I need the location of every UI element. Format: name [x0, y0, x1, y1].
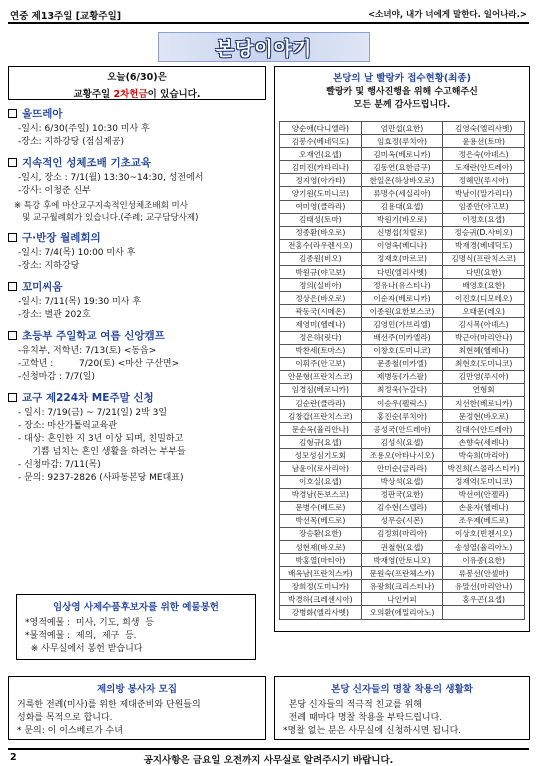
nametag-box: [274, 676, 530, 740]
palanca-row: [280, 383, 525, 396]
palanca-name-cell: 이종원(요한보스코): [361, 305, 443, 318]
palanca-name-cell: 최정욱(누갈다): [361, 383, 443, 396]
palanca-name-cell: 권철현(요셉): [361, 541, 443, 554]
palanca-name-cell: 정상은(바오로): [280, 292, 362, 305]
notice-body: -일시, 장소 : 7/1(월) 13:30~14:30, 성전에서 -강사: 이청준 신부: [18, 173, 204, 196]
notice-summer-camp: [8, 328, 266, 384]
palanca-name-cell: 박재영(안토니오): [361, 554, 443, 567]
palanca-name-cell: 임종만(야고보): [443, 200, 525, 213]
palanca-name-cell: 제영미(헬레나): [280, 318, 362, 331]
today-text-end: 이 있습니다.: [147, 89, 201, 100]
palanca-row: [280, 122, 525, 135]
palanca-name-cell: 정의(실비아): [280, 279, 362, 292]
box-body: 본당 신자들의 적극적 친교를 위해 전례 때마다 명찰 착용을 부탁드립니다. *명찰 없는 분은 사무실에 신청하시면 됩니다.: [283, 700, 462, 736]
palanca-name-cell: 문종철(미카엘): [361, 357, 443, 370]
palanca-name-cell: 박원규(야고보): [280, 266, 362, 279]
palanca-name-cell: 도재란(안드레아): [443, 161, 525, 174]
palanca-name-cell: 이정호(요셉): [443, 213, 525, 226]
palanca-row: [280, 501, 525, 514]
palanca-name-cell: 양순애(다니엘라): [280, 122, 362, 135]
palanca-row: [280, 606, 525, 619]
notice-title: 지속적인 성체조배 기초교육: [22, 157, 152, 169]
palanca-name-cell: 김순란(클라라): [280, 396, 362, 409]
palanca-row: [280, 488, 525, 501]
palanca-row: [280, 331, 525, 344]
palanca-name-cell: 정은하(릿다): [280, 331, 362, 344]
palanca-name-cell: 이진호(디모테오): [443, 292, 525, 305]
palanca-name-cell: 조용오(아타나시오): [361, 449, 443, 462]
palanca-name-cell: 안미순(글라라): [361, 462, 443, 475]
palanca-name-cell: 김명식(프란치스코): [443, 252, 525, 265]
palanca-name-cell: 배선주(미카엘라): [361, 331, 443, 344]
page-header: [8, 6, 529, 24]
palanca-name-cell: 박홍열(마티아): [280, 554, 362, 567]
palanca-name-cell: 김정희(마리아): [361, 527, 443, 540]
palanca-name-cell: 정지영(아가타): [280, 174, 362, 187]
palanca-row: [280, 174, 525, 187]
palanca-name-cell: 성모성심기도회: [280, 449, 362, 462]
palanca-name-cell: 안문형(프란치스코): [280, 370, 362, 383]
palanca-name-cell: 송성열(율리아노): [443, 541, 525, 554]
today-line1: 오늘(6/30)은: [107, 72, 167, 83]
palanca-panel: [274, 66, 530, 632]
palanca-name-cell: 배옥남(프란치스카): [280, 567, 362, 580]
palanca-name-cell: 박선목(베드로): [280, 514, 362, 527]
palanca-name-cell: [443, 606, 525, 619]
notice-title: 교구 제224차 ME주말 신청: [22, 392, 154, 404]
palanca-name-cell: 정승귀(D.사비오): [443, 226, 525, 239]
palanca-row: [280, 514, 525, 527]
ordination-offering-box: [16, 594, 256, 660]
notice-body: -일시: 7/4(목) 10:00 미사 후 -장소: 지하강당: [18, 248, 136, 271]
palanca-name-cell: 다빈(엘리사벳): [361, 266, 443, 279]
palanca-name-cell: 김성식(요셉): [361, 436, 443, 449]
palanca-name-cell: 문순옥(율리안나): [280, 423, 362, 436]
palanca-subtitle: 빨랑카 및 행사진행을 위해 수고해주신 모든 분께 감사드립니다.: [326, 87, 478, 110]
palanca-name-cell: 공성국(안드레아): [361, 423, 443, 436]
palanca-name-cell: 김만영(루시아): [443, 370, 525, 383]
palanca-name-cell: 신병섭(치릴로): [361, 226, 443, 239]
palanca-name-cell: 오태문(레오): [443, 305, 525, 318]
palanca-name-cell: 정유나(유스티나): [361, 279, 443, 292]
palanca-row: [280, 410, 525, 423]
palanca-row: [280, 200, 525, 213]
palanca-name-cell: 박숙희(마리아): [443, 449, 525, 462]
palanca-name-cell: 김영숙(엘리사벳): [443, 122, 525, 135]
palanca-name-cell: 박경남(돈보스코): [280, 488, 362, 501]
adoration-note: ※ 특강 후에 마산교구지속적인성체조배회 미사 및 교구월례회가 있습니다.(주례; 교구담당사제): [14, 201, 199, 223]
palanca-row: [280, 148, 525, 161]
notice-title: 초등부 주일학교 여름 신앙캠프: [22, 330, 165, 342]
palanca-name-cell: 이영옥(베디나): [361, 239, 443, 252]
palanca-name-cell: 지선한(베로니카): [443, 396, 525, 409]
palanca-name-cell: 박남이(말가리다): [443, 187, 525, 200]
today-line2: [9, 86, 265, 100]
palanca-name-cell: 연형회: [443, 383, 525, 396]
notice-title: 꼬미씨움: [22, 281, 63, 293]
palanca-name-cell: 최현혜(헬레나): [443, 344, 525, 357]
palanca-name-cell: 나인커피: [361, 593, 443, 606]
palanca-row: [280, 239, 525, 252]
palanca-row: [280, 344, 525, 357]
gospel-verse: <소녀야, 내가 너에게 말한다. 일어나라.>: [368, 10, 527, 20]
palanca-name-cell: 정혜민(루시아): [443, 174, 525, 187]
palanca-row: [280, 357, 525, 370]
notice-comitium: [8, 279, 266, 322]
palanca-name-cell: 제병동(가스팔): [361, 370, 443, 383]
palanca-name-cell: 한일온(하상바오로): [361, 174, 443, 187]
palanca-name-cell: 오재언(요셉): [280, 148, 362, 161]
palanca-row: [280, 213, 525, 226]
palanca-name-cell: 박근아(마리안나): [443, 331, 525, 344]
palanca-row: [280, 305, 525, 318]
box-title: 제의방 봉사자 모집: [96, 684, 178, 695]
page-footer: [8, 748, 529, 764]
palanca-name-cell: 이유종(요한): [443, 554, 525, 567]
second-collection: 2차헌금: [113, 89, 148, 100]
palanca-name-cell: 김대수(안드레아): [443, 423, 525, 436]
box-title: 임상영 사제수품후보자를 위한 예물봉헌: [53, 602, 219, 613]
palanca-row: [280, 527, 525, 540]
palanca-name-cell: 이상호(빈첸시오): [443, 527, 525, 540]
palanca-name-cell: 류봉선(안셀마): [443, 567, 525, 580]
palanca-name-cell: 장승환(요한): [280, 527, 362, 540]
palanca-name-cell: 조우제(베드로): [443, 514, 525, 527]
box-body: *영적예물 : 미사, 기도, 희생 등 *물적예물 : 제의, 제구 등. ※ 사무실에서 봉헌 받습니다: [25, 618, 154, 654]
volunteer-box: [8, 676, 266, 740]
palanca-name-cell: 이창호(도미니코): [361, 344, 443, 357]
palanca-name-cell: 손향숙(세레나): [443, 436, 525, 449]
palanca-name-cell: 문정현(바오로): [443, 410, 525, 423]
palanca-name-cell: 박선여(안젤라): [443, 488, 525, 501]
palanca-name-cell: 박경하(크레센시아): [280, 593, 362, 606]
palanca-name-cell: 문원숙(프란체스카): [361, 567, 443, 580]
footer-notice: 공지사항은 금요일 오전까지 사무실로 알려주시기 바랍니다.: [143, 755, 394, 766]
notice-body: -일시: 6/30(주일) 10:30 미사 후 -장소: 지하강당 (점심제공): [18, 124, 150, 147]
square-bullet-icon: [8, 331, 17, 340]
palanca-row: [280, 567, 525, 580]
palanca-name-cell: 김봉수(베네딕도): [280, 135, 362, 148]
palanca-name-cell: 홍우곤(요셉): [443, 593, 525, 606]
palanca-row: [280, 161, 525, 174]
palanca-name-cell: 정종환(바오로): [280, 226, 362, 239]
square-bullet-icon: [8, 233, 17, 242]
notice-ultreya: [8, 106, 266, 149]
palanca-row: [280, 475, 525, 488]
notice-title: 울뜨레아: [22, 108, 63, 120]
palanca-name-cell: 강병화(엘리사벳): [280, 606, 362, 619]
box-title: 본당 신자들의 명찰 착용의 생활화: [331, 684, 473, 695]
palanca-name-cell: 정재호(마르코): [361, 252, 443, 265]
palanca-row: [280, 135, 525, 148]
box-body: 거룩한 전례(미사)를 위한 제대준비와 단원들의 성화를 목적으로 합니다. * 문의: 이 이스베르가 수녀: [17, 700, 201, 736]
palanca-name-cell: 이순자(베로니카): [361, 292, 443, 305]
palanca-name-cell: 김수현(스텔라): [361, 501, 443, 514]
palanca-row: [280, 593, 525, 606]
palanca-row: [280, 554, 525, 567]
palanca-name-cell: 김종원(비오): [280, 252, 362, 265]
palanca-row: [280, 187, 525, 200]
palanca-name-cell: 박원기(바오로): [361, 213, 443, 226]
today-text: 교황주일: [73, 89, 114, 100]
palanca-name-cell: 장희정(도미니카): [280, 580, 362, 593]
palanca-name-cell: 김형규(요셉): [280, 436, 362, 449]
palanca-name-cell: 김동연(요한금구): [361, 161, 443, 174]
palanca-name-cell: 최현호(도미니코): [443, 357, 525, 370]
palanca-name-cell: 유광희(크리스티나): [361, 580, 443, 593]
palanca-name-cell: 김미진(카타리나): [280, 161, 362, 174]
palanca-row: [280, 449, 525, 462]
palanca-name-cell: 임효정(루치아): [361, 135, 443, 148]
palanca-row: [280, 580, 525, 593]
palanca-name-cell: 김영민(가브리엘): [361, 318, 443, 331]
palanca-table: [279, 121, 525, 620]
palanca-name-cell: 김용대(요셉): [361, 200, 443, 213]
palanca-row: [280, 292, 525, 305]
square-bullet-icon: [8, 158, 17, 167]
palanca-title: 본당의 날 빨랑카 접수현황(최종): [333, 73, 471, 84]
week-title: 연중 제13주일 [교황주일]: [10, 11, 122, 22]
palanca-row: [280, 318, 525, 331]
palanca-row: [280, 252, 525, 265]
palanca-name-cell: 김창갑(프란치스코): [280, 410, 362, 423]
palanca-name-cell: 성무승(시몬): [361, 514, 443, 527]
palanca-name-cell: 박상석(요셉): [361, 475, 443, 488]
palanca-name-cell: 문병수(베드로): [280, 501, 362, 514]
notice-body: -일시: 7/11(목) 19:30 미사 후 -장소: 별관 202호: [18, 297, 142, 320]
palanca-name-cell: 성현재(바오로): [280, 541, 362, 554]
palanca-name-cell: 김미옥(베로니카): [361, 148, 443, 161]
palanca-name-cell: 이호실(요셉): [280, 475, 362, 488]
palanca-name-cell: 남윤이(로사리아): [280, 462, 362, 475]
notice-adoration: [8, 155, 266, 224]
notice-body: -유치부, 저학년: 7/13(토) <동읍> -고학년 : 7/20(토) <마산 구산면> -신청마감 : 7/7(일): [18, 346, 180, 382]
palanca-row: [280, 436, 525, 449]
palanca-name-cell: 전홍수(라우렌시오): [280, 239, 362, 252]
palanca-row: [280, 370, 525, 383]
square-bullet-icon: [8, 282, 17, 291]
palanca-name-cell: 김시목(아녜스): [443, 318, 525, 331]
palanca-name-cell: 박재경(베네딕도): [443, 239, 525, 252]
section-banner: [158, 32, 370, 62]
palanca-name-cell: 양기원(도미니코): [280, 187, 362, 200]
palanca-row: [280, 462, 525, 475]
palanca-row: [280, 279, 525, 292]
palanca-name-cell: 유말선(마리안나): [443, 580, 525, 593]
notice-body: - 일시: 7/19(금) ~ 7/21(일) 2박 3일 - 장소: 마산가톨릭교육관 - 대상: 혼인한 지 3년 이상 되며, 친밀하고 기쁨 넘치는 혼인 생활을 하려는 부부들 - 신청마감: 7/11(목) - 문의: 9237-2826 (사파동본당 ME대표): [18, 408, 186, 483]
palanca-name-cell: 배영호(요한): [443, 279, 525, 292]
palanca-name-cell: 손윤자(헬레나): [443, 501, 525, 514]
palanca-name-cell: 홍진순(루치아): [361, 410, 443, 423]
palanca-row: [280, 541, 525, 554]
notice-monthly-meeting: [8, 230, 266, 273]
palanca-row: [280, 423, 525, 436]
palanca-row: [280, 396, 525, 409]
palanca-name-cell: 곽동국(시메온): [280, 305, 362, 318]
palanca-name-cell: 윤용선(토마): [443, 135, 525, 148]
notice-title: 구·반장 월례회의: [22, 232, 101, 244]
palanca-name-cell: 여미영(클라라): [280, 200, 362, 213]
notice-column: [8, 66, 266, 632]
page-number: 2: [10, 752, 17, 763]
palanca-name-cell: 김태성(토마): [280, 213, 362, 226]
palanca-row: [280, 266, 525, 279]
palanca-name-cell: 다빈(요한): [443, 266, 525, 279]
palanca-row: [280, 226, 525, 239]
square-bullet-icon: [8, 109, 17, 118]
palanca-name-cell: 임경심(베로니카): [280, 383, 362, 396]
palanca-name-cell: 엄만섭(요한): [361, 122, 443, 135]
square-bullet-icon: [8, 393, 17, 402]
banner-title: 본당이야기: [215, 37, 313, 60]
palanca-name-cell: 이승우(펠릭스): [361, 396, 443, 409]
palanca-name-cell: 박진희(스콜라스티카): [443, 462, 525, 475]
palanca-name-cell: 류명수(세실리아): [361, 187, 443, 200]
palanca-name-cell: 오의환(에밀리아노): [361, 606, 443, 619]
notice-me-weekend: [8, 390, 266, 485]
palanca-name-cell: 이휘주(안고보): [280, 357, 362, 370]
today-notice: [8, 66, 266, 100]
palanca-name-cell: 정은숙(아녜스): [443, 148, 525, 161]
palanca-name-cell: 정재억(도미니코): [443, 475, 525, 488]
palanca-name-cell: 정판국(요한): [361, 488, 443, 501]
palanca-name-cell: 박찬세(토마스): [280, 344, 362, 357]
